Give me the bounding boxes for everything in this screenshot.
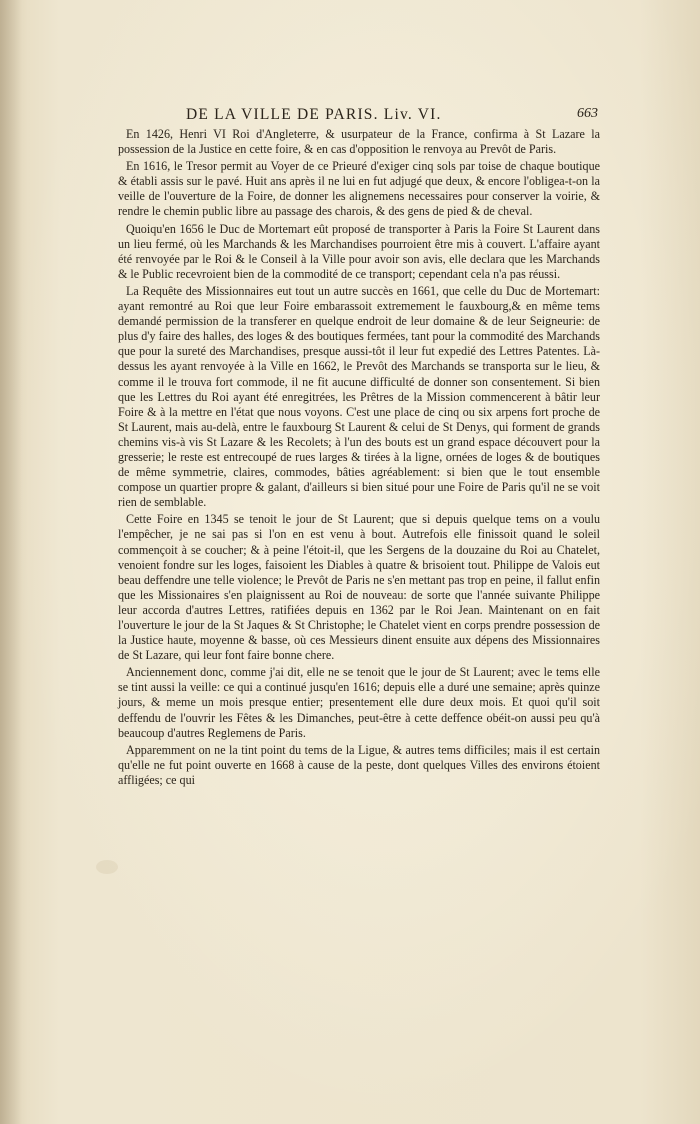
body-text	[118, 127, 600, 790]
paragraph: En 1616, le Tresor permit au Voyer de ce Prieuré d'exiger cinq sols par toise de chaque boutique & établi assis sur le pavé. Huit ans après il ne lui en fut adjugé que deux, & encore l'obligea-t-on la veille de l'ouverture de la Foire, de donner les alignemens necessaires pour conserver la voirie, & rendre le chemin public libre au passage des charois, & des gens de pied & de cheval.	[118, 159, 600, 219]
paragraph: Quoiqu'en 1656 le Duc de Mortemart eût proposé de transporter à Paris la Foire St Laurent dans un lieu fermé, où les Marchands & les Marchandises pourroient être mis à couvert. L'affaire ayant été renvoyée par le Roi & le Conseil à la Ville pour avoir son avis, elle declara que les Marchands & le Public recevroient bien de la commodité de ce transport; cependant cela n'a pas réussi.	[118, 221, 600, 281]
running-head	[118, 106, 598, 126]
paragraph: En 1426, Henri VI Roi d'Angleterre, & usurpateur de la France, confirma à St Lazare la possession de la Justice en cette foire, & en cas d'opposition le renvoya au Prevôt de Paris.	[118, 127, 600, 157]
page-number: 663	[577, 106, 598, 121]
running-title: DE LA VILLE DE PARIS. Liv. VI.	[186, 106, 442, 123]
paragraph: Anciennement donc, comme j'ai dit, elle ne se tenoit que le jour de St Laurent; avec le tems elle se tint aussi la veille: ce qui a continué jusqu'en 1616; depuis elle a duré une semaine; après quinze jours, & meme un mois presque entier; presentement elle dure deux mois. Et quoi qu'il soit deffendu de l'ouvrir les Fêtes & les Dimanches, peut-être à cette deffence obéit-on aussi peu qu'à beaucoup d'autres Reglemens de Paris.	[118, 665, 600, 740]
binding-shadow	[0, 0, 22, 1124]
paragraph: Cette Foire en 1345 se tenoit le jour de St Laurent; que si depuis quelque tems on a voulu l'empêcher, je ne sai pas si l'on en est venu à bout. Autrefois elle finissoit quand le soleil commençoit à se coucher; & à peine l'étoit-il, que les Sergens de la douzaine du Roi au Chatelet, venoient fondre sur les loges, faisoient les Diables à quatre & brisoient tout. Philippe de Valois eut beau deffendre une telle violence; le Prevôt de Paris ne s'en mettant pas trop en peine, il fallut enfin que les Missionaires s'en plaignissent au Roi de nouveau: de sorte que l'année suivante Philippe leur accorda d'autres Lettres, ratifiées depuis en 1362 par le Roi Jean. Maintenant on en fait l'ouverture le jour de la St Jaques & St Christophe; le Chatelet vient en corps prendre possession de la Justice haute, moyenne & basse, où ces Messieurs dinent ensuite aux dépens des Missionnaires de St Lazare, qui leur font faire bonne chere.	[118, 512, 600, 663]
paper-stain	[96, 860, 118, 874]
paragraph: Apparemment on ne la tint point du tems de la Ligue, & autres tems difficiles; mais il est certain qu'elle ne fut point ouverte en 1668 à cause de la peste, dont quelques Villes des environs étoient affligées; ce qui	[118, 742, 600, 787]
paragraph: La Requête des Missionnaires eut tout un autre succès en 1661, que celle du Duc de Mortemart: ayant remontré au Roi que leur Foire embarassoit extremement le fauxbourg,& en même tems demandé permission de la transferer en quelque endroit de leur domaine & de leur Seigneurie: de plus d'y faire des halles, des loges & des boutiques fermées, tant pour la commodité des Marchands que pour la sureté des Marchandises, presque aussi-tôt il leur fut expedié des Lettres Patentes. Là-dessus les ayant renvoyée à la Ville en 1662, le Prevôt des Marchands se transporta sur le lieu, & comme il le trouva fort commode, il ne fit aucune difficulté de donner son consentement. Si bien que les Lettres du Roi ayant été enregitrées, les Prêtres de la Mission commencerent à bâtir leur Foire & à la mettre en l'état que nous voyons. C'est une place de cinq ou six arpens fort proche de St Laurent, mais au-delà, entre le fauxbourg St Laurent & celui de St Denys, qui forment de grands chemins vis-à vis St Lazare & les Recolets; à l'un des bouts est un grand espace découvert pour la gresserie; le reste est entrecoupé de rues larges & tirées à la ligne, ornées de loges & de boutiques de même symmetrie, claires, commodes, bâties agréablement: si bien que le tout ensemble compose un quartier propre & galant, d'ailleurs si bien situé pour une Foire de Paris qu'il ne se voit rien de semblable.	[118, 283, 600, 510]
